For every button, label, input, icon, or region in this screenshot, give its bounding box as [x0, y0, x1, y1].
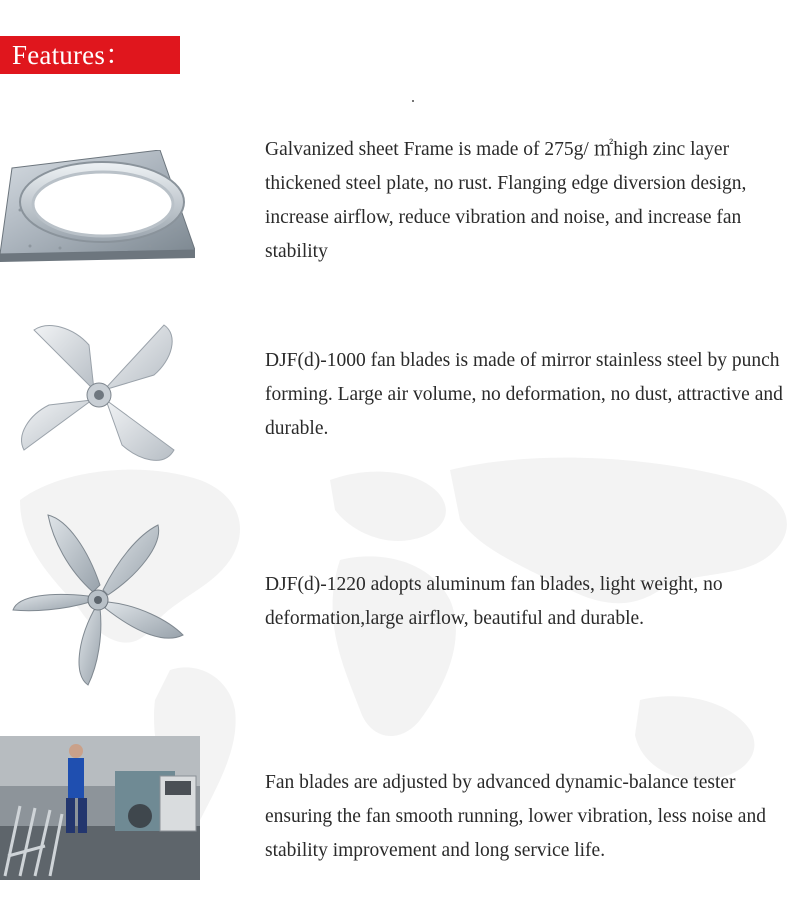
- decorative-dot: [412, 100, 414, 102]
- feature-text-frame: Galvanized sheet Frame is made of 275g/ ㎡high zinc layer thickened steel plate, no rust. Flanging edge diversion design, increase airflow, reduce vibration and noise, and increase fan stability: [265, 139, 747, 262]
- feature-text-stainless-blades: DJF(d)-1000 fan blades is made of mirror stainless steel by punch forming. Large air volume, no deformation, no dust, attractive and durable.: [265, 350, 783, 439]
- stainless-blades-image: [14, 320, 184, 470]
- galvanized-frame-image: [0, 150, 195, 262]
- aluminum-blades-image: [8, 510, 188, 690]
- balance-tester-photo: [0, 736, 200, 880]
- features-heading: Features：: [0, 36, 180, 74]
- feature-text-balance-tester: Fan blades are adjusted by advanced dynamic-balance tester ensuring the fan smooth running, lower vibration, less noise and stability improvement and long service life.: [265, 772, 766, 861]
- feature-text-aluminum-blades: DJF(d)-1220 adopts aluminum fan blades, light weight, no deformation,large airflow, beautiful and durable.: [265, 574, 723, 629]
